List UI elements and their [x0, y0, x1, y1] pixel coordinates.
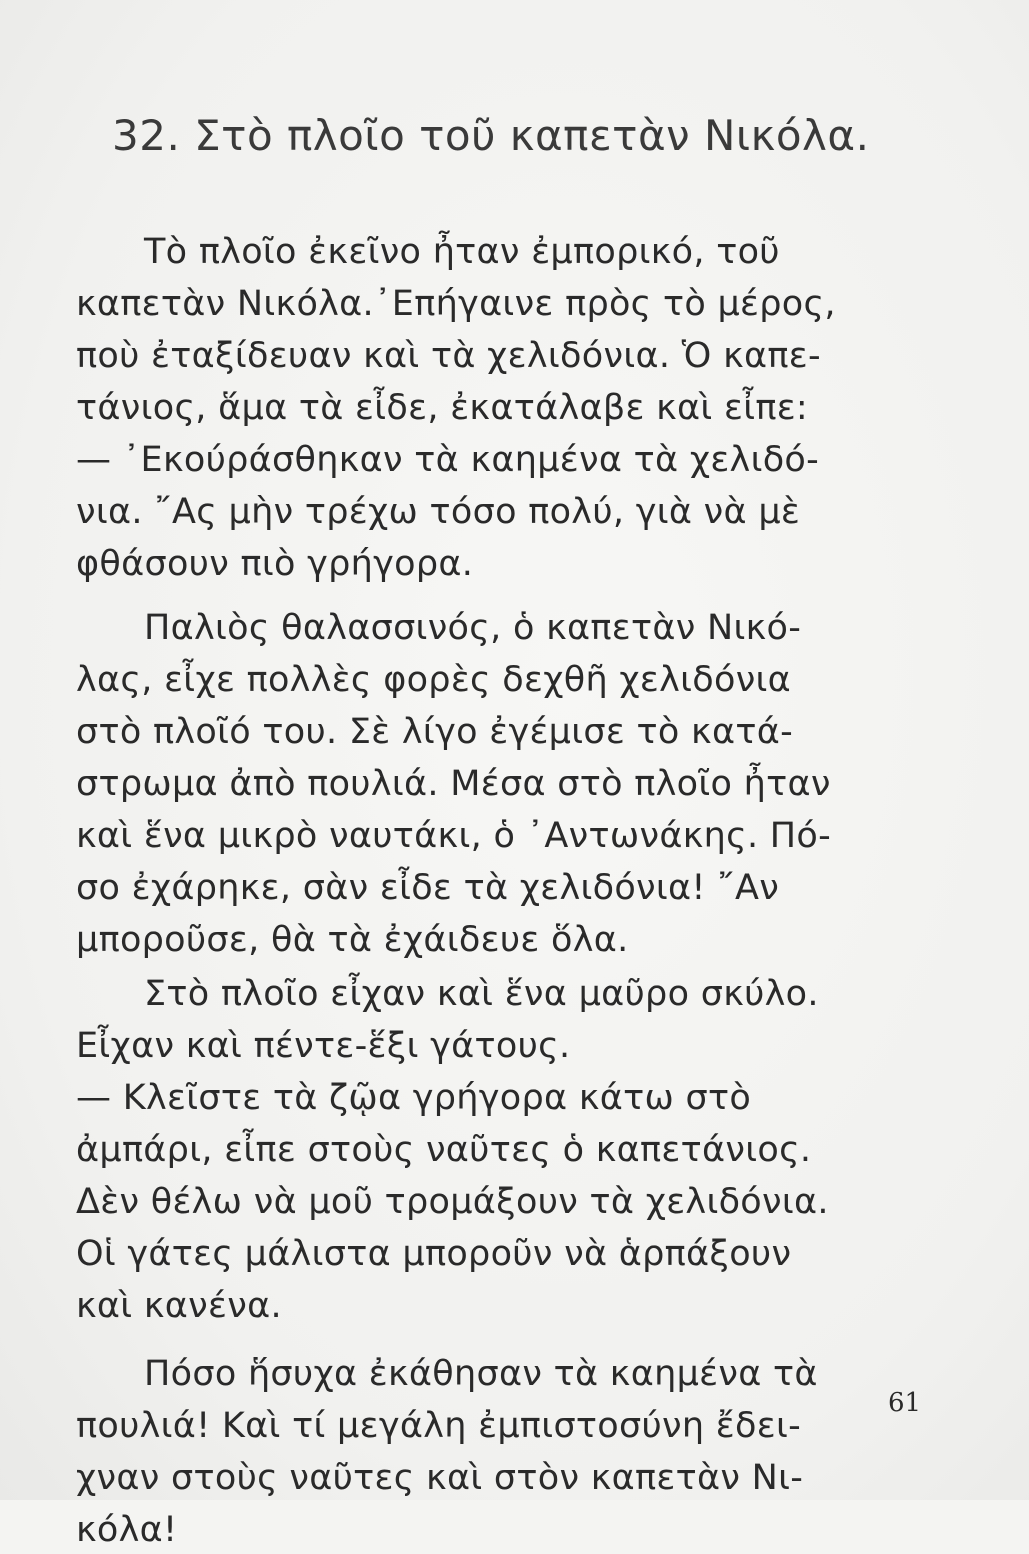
text-line: τάνιος, ἅμα τὰ εἶδε, ἐκατάλαβε καὶ εἶπε: [76, 388, 809, 428]
text-line: Εἶχαν καὶ πέντε-ἕξι γάτους. [76, 1026, 571, 1066]
text-line: Τὸ πλοῖο ἐκεῖνο ἦταν ἐμπορικό, τοῦ [144, 232, 780, 272]
text-line: Στὸ πλοῖο εἶχαν καὶ ἕνα μαῦρο σκύλο. [144, 974, 819, 1014]
text-line: — Κλεῖστε τὰ ζῷα γρήγορα κάτω στὸ [76, 1078, 752, 1118]
text-line: κόλα! [76, 1510, 178, 1550]
page-number: 61 [888, 1388, 922, 1418]
text-line: στὸ πλοῖό του. Σὲ λίγο ἐγέμισε τὸ κατά- [76, 712, 793, 752]
text-line: Παλιὸς θαλασσινός, ὁ καπετὰν Νικό- [144, 608, 802, 648]
text-line: καὶ ἕνα μικρὸ ναυτάκι, ὁ ᾿Αντωνάκης. Πό- [76, 816, 832, 856]
text-line: Οἱ γάτες μάλιστα μποροῦν νὰ ἁρπάξουν [76, 1234, 792, 1274]
text-line: μποροῦσε, θὰ τὰ ἐχάιδευε ὅλα. [76, 920, 629, 960]
text-line: καὶ κανένα. [76, 1286, 282, 1326]
text-line: καπετὰν Νικόλα.᾿Επήγαινε πρὸς τὸ μέρος, [76, 284, 836, 324]
text-line: χναν στοὺς ναῦτες καὶ στὸν καπετὰν Νι- [76, 1458, 804, 1498]
text-line: σο ἐχάρηκε, σὰν εἶδε τὰ χελιδόνια! ῎Αν [76, 868, 780, 908]
text-line: — ᾿Εκούράσθηκαν τὰ καημένα τὰ χελιδό- [76, 440, 820, 480]
text-line: λας, εἶχε πολλὲς φορὲς δεχθῆ χελιδόνια [76, 660, 792, 700]
text-line: Πόσο ἥσυχα ἐκάθησαν τὰ καημένα τὰ [144, 1354, 818, 1394]
text-line: φθάσουν πιὸ γρήγορα. [76, 544, 474, 584]
text-line: πουλιά! Καὶ τί μεγάλη ἐμπιστοσύνη ἔδει- [76, 1406, 802, 1446]
text-line: στρωμα ἀπὸ πουλιά. Μέσα στὸ πλοῖο ἦταν [76, 764, 831, 804]
text-line: ἀμπάρι, εἶπε στοὺς ναῦτες ὁ καπετάνιος. [76, 1130, 812, 1170]
text-line: νια. ῎Ας μὴν τρέχω τόσο πολύ, γιὰ νὰ μὲ [76, 492, 801, 532]
text-line: Δὲν θέλω νὰ μοῦ τρομάξουν τὰ χελιδόνια. [76, 1182, 829, 1222]
text-line: ποὺ ἐταξίδευαν καὶ τὰ χελιδόνια. Ὁ καπε- [76, 336, 821, 376]
chapter-title: 32. Στὸ πλοῖο τοῦ καπετὰν Νικόλα. [112, 111, 870, 160]
